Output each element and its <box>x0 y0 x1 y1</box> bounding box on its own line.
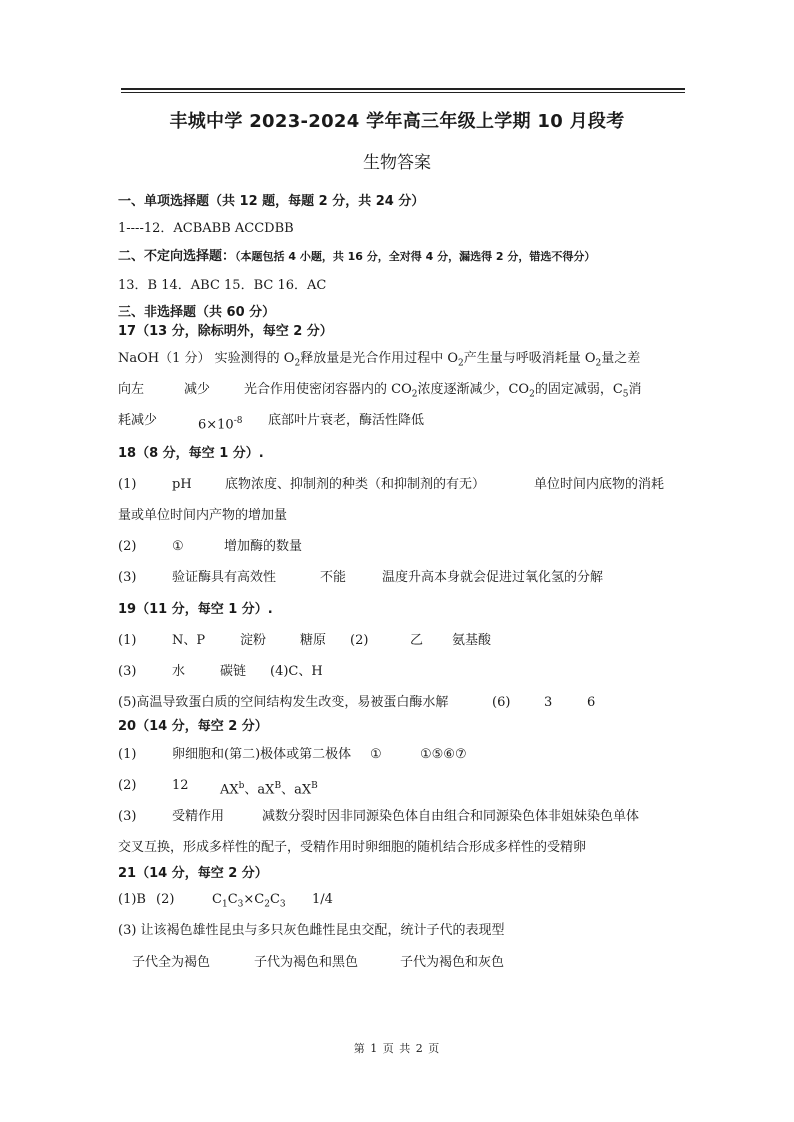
q17-l1-b: 释放量是光合作用过程中 O <box>300 351 458 366</box>
section3-heading: 三、非选择题（共 60 分） <box>118 305 276 320</box>
q21-l1-c4sub: 3 <box>279 899 286 910</box>
q17-l2-c: 光合作用使密闭容器内的 CO <box>244 382 412 397</box>
q21-l3-c: 子代为褐色和灰色 <box>400 955 505 970</box>
q17-l1-d: 量之差 <box>601 351 641 366</box>
q17-l1-a: NaOH（1 分） 实验测得的 O <box>118 351 295 366</box>
page-number: 第 1 页 共 2 页 <box>353 1042 441 1055</box>
q18-l2-b: 增加酶的数量 <box>224 539 303 554</box>
q18-l3-b: 不能 <box>320 570 347 585</box>
q20-l2-b3: 、aX <box>281 782 312 798</box>
q17-l2-b: 减少 <box>184 382 211 397</box>
q21-l1-d: 1/4 <box>312 892 333 907</box>
q19-l2-b: 碳链 <box>220 664 247 679</box>
q21-l1-c <box>212 891 286 914</box>
header-rule-thick <box>121 88 685 90</box>
q18-l2-a: ① <box>172 539 184 554</box>
header-rule-thin <box>121 92 685 93</box>
q21-l1-c1: C <box>212 892 222 907</box>
q20-l2-b <box>220 777 318 799</box>
q19-l2-a: 水 <box>172 664 186 679</box>
q21-l3-b: 子代为褐色和黑色 <box>254 955 359 970</box>
q17-l3-a: 耗减少 <box>118 413 158 428</box>
q20-l3-a: 受精作用 <box>172 809 225 824</box>
q18-l3-a: 验证酶具有高效性 <box>172 570 277 585</box>
q19-l3-d: 6 <box>587 695 596 710</box>
q17-heading: 17（13 分，除标明外，每空 2 分） <box>118 324 333 339</box>
q20-l2-num: (2) <box>118 778 137 793</box>
q19-l1-a: N、P <box>172 633 206 648</box>
q17-l3-exp: -8 <box>233 416 243 426</box>
q19-l1-d: (2) <box>350 633 369 648</box>
q19-l2-num: (3) <box>118 664 137 679</box>
q20-l2-b1sup: b <box>238 781 245 791</box>
q20-l3-num: (3) <box>118 809 137 824</box>
q20-l1-b: ① <box>370 747 382 762</box>
q19-l1-b: 淀粉 <box>240 633 267 648</box>
q17-l2-rest <box>244 381 642 404</box>
q20-l1-num: (1) <box>118 747 137 762</box>
q21-heading: 21（14 分，每空 2 分） <box>118 866 268 881</box>
section1-heading: 一、单项选择题（共 12 题，每题 2 分，共 24 分） <box>118 194 425 209</box>
q17-l1-sub2: 2 <box>457 358 464 369</box>
q21-l1-c1sub: 1 <box>221 899 228 910</box>
q18-l3-c: 温度升高本身就会促进过氧化氢的分解 <box>382 570 604 585</box>
q17-l1-c: 产生量与呼吸消耗量 O <box>463 351 596 366</box>
q18-l2-num: (2) <box>118 539 137 554</box>
q20-l2-b2sup: B <box>274 781 282 791</box>
q19-l1-c: 糖原 <box>300 633 327 648</box>
q17-l3-c: 底部叶片衰老，酶活性降低 <box>268 413 425 428</box>
q17-l2-e: 的固定减弱，C <box>534 382 623 397</box>
section2-heading <box>118 248 595 266</box>
q21-l1-b: (2) <box>156 892 175 907</box>
q21-l3-a: 子代全为褐色 <box>132 955 211 970</box>
q17-l3-b-wrap <box>198 412 243 434</box>
q18-line1-cont: 量或单位时间内产物的增加量 <box>118 508 288 523</box>
q18-l1-a: pH <box>172 477 192 492</box>
q18-l3-num: (3) <box>118 570 137 585</box>
q17-l2-sub2: 2 <box>529 389 535 400</box>
q19-l1-num: (1) <box>118 633 137 648</box>
q21-l1-c2sub: 3 <box>237 899 244 910</box>
page-title: 丰城中学 2023-2024 学年高三年级上学期 10 月段考 <box>169 111 625 132</box>
section2-answers: 13．B 14．ABC 15．BC 16．AC <box>118 278 327 293</box>
q20-l2-b3sup: B <box>311 781 318 791</box>
section2-heading-note: （本题包括 4 小题，共 16 分，全对得 4 分，漏选得 2 分，错选不得分） <box>235 250 596 263</box>
page-subtitle: 生物答案 <box>363 153 431 173</box>
q17-l3-b: 6×10 <box>198 417 234 433</box>
q21-l1-c2: C <box>227 892 238 907</box>
q20-heading: 20（14 分，每空 2 分） <box>118 719 268 734</box>
q18-heading: 18（8 分，每空 1 分）. <box>118 446 264 461</box>
q21-l1-c4: C <box>269 892 280 907</box>
q21-l1-a: (1)B <box>118 892 146 907</box>
q17-l2-sub1: 2 <box>411 389 418 400</box>
q19-l3-a: (5)高温导致蛋白质的空间结构发生改变，易被蛋白酶水解 <box>118 695 449 710</box>
section1-answers: 1----12．ACBABB ACCDBB <box>118 221 294 236</box>
q19-l1-e: 乙 <box>410 633 424 648</box>
q17-line1 <box>118 350 640 373</box>
q17-l2-f: 消 <box>628 382 642 397</box>
q18-l1-b: 底物浓度、抑制剂的种类（和抑制剂的有无） <box>225 477 486 492</box>
q20-l1-a: 卵细胞和(第二)极体或第二极体 <box>172 747 352 762</box>
q20-line3-cont: 交叉互换，形成多样性的配子，受精作用时卵细胞的随机结合形成多样性的受精卵 <box>118 840 587 855</box>
q21-l1-c3: ×C <box>243 892 265 907</box>
q17-l2-a: 向左 <box>118 382 145 397</box>
q17-l1-sub1: 2 <box>294 358 301 369</box>
q19-l2-c: (4)C、H <box>270 664 323 679</box>
q20-l2-b1: AX <box>220 782 239 798</box>
q20-l3-b: 减数分裂时因非同源染色体自由组合和同源染色体非姐妹染色单体 <box>262 809 640 824</box>
q21-l1-c3sub: 2 <box>264 899 270 910</box>
q19-l1-f: 氨基酸 <box>452 633 492 648</box>
q20-l1-c: ①⑤⑥⑦ <box>420 747 467 762</box>
q19-heading: 19（11 分，每空 1 分）. <box>118 602 273 617</box>
q17-l2-sub3: 5 <box>622 389 629 400</box>
q17-l2-d: 浓度逐渐减少，CO <box>417 382 530 397</box>
q17-l1-sub3: 2 <box>595 358 602 369</box>
q20-l2-b2: 、aX <box>244 782 275 798</box>
section2-heading-main: 二、不定向选择题： <box>118 249 236 264</box>
q18-l1-c: 单位时间内底物的消耗 <box>534 477 665 492</box>
q21-line2: (3) 让该褐色雄性昆虫与多只灰色雌性昆虫交配，统计子代的表现型 <box>118 923 505 938</box>
q18-l1-num: (1) <box>118 477 137 492</box>
q19-l3-c: 3 <box>544 695 553 710</box>
q20-l2-a: 12 <box>172 778 189 793</box>
q19-l3-b: (6) <box>492 695 511 710</box>
